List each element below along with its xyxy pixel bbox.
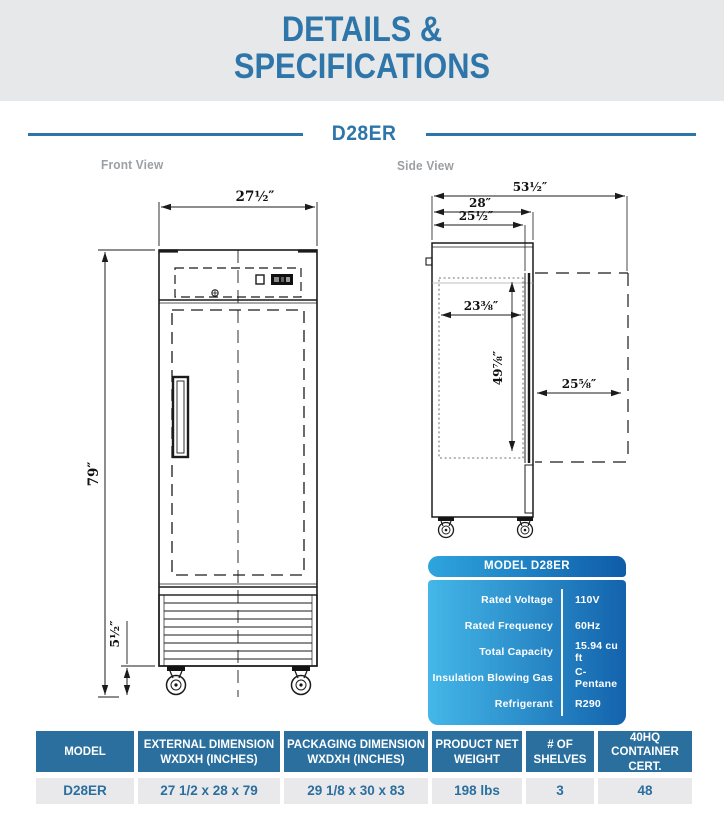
side-view-label: Side View [397, 159, 454, 173]
front-height-dim-label: 79″ [86, 461, 102, 487]
side-body-depth-label: 25½″ [458, 209, 494, 223]
divider-rule-left [28, 133, 303, 136]
power-switch [256, 275, 264, 284]
col-header-packaging-dimension [284, 731, 428, 772]
cell-packaging-dimension: 29 1/8 x 30 x 83 [284, 778, 428, 804]
caster-side-left [438, 517, 454, 538]
spec-value: 60Hz [575, 620, 601, 632]
col-header-text: MODEL [64, 744, 106, 759]
page-title-line2: SPECIFICATIONS [233, 47, 491, 86]
cell-model: D28ER [36, 778, 134, 804]
caster-plate [292, 666, 310, 671]
model-divider [0, 120, 724, 148]
cell-shelves: 3 [526, 778, 594, 804]
door-handle-inner [177, 381, 184, 453]
col-header-model [36, 731, 134, 772]
col-header-shelves [526, 731, 594, 772]
caster-plate [438, 517, 454, 521]
col-header-text: # OF [547, 737, 573, 751]
side-view-drawing [390, 172, 710, 547]
side-extension-lines [432, 196, 627, 271]
caster-plate [167, 666, 185, 671]
spec-card-title: MODEL D28ER [428, 556, 626, 577]
col-header-product-net-weight [432, 731, 522, 772]
spec-value: R290 [575, 698, 601, 710]
summary-table-data-row [36, 778, 696, 804]
col-header-text: WEIGHT [453, 751, 501, 766]
interior-depth-label: 23⅜″ [463, 299, 499, 313]
col-header-text: PRODUCT NET [435, 737, 519, 751]
side-cabinet-outline [432, 243, 533, 517]
interior-height-label: 49⅞″ [491, 350, 505, 386]
open-door-dashed-outline [535, 273, 628, 462]
side-lower-panel [525, 465, 533, 513]
col-header-text: CONTAINER CERT. [611, 744, 679, 773]
side-open-depth-label: 53½″ [512, 180, 548, 194]
model-title: D28ER [332, 122, 397, 145]
spec-row-blowing-gas [428, 665, 626, 691]
spec-label: Insulation Blowing Gas [432, 672, 553, 684]
display-segment [281, 277, 284, 282]
page-title [0, 0, 724, 85]
spec-label: Rated Voltage [481, 594, 553, 606]
spec-value: C-Pentane [575, 666, 618, 690]
display-segment [274, 277, 279, 282]
caster-hub [445, 529, 448, 532]
spec-row-voltage [428, 587, 626, 613]
front-width-extension-lines [159, 202, 317, 246]
caster-hub [299, 683, 302, 686]
spec-row-capacity [428, 639, 626, 665]
front-view-label: Front View [101, 158, 164, 172]
page-title-line1: DETAILS & [281, 10, 443, 49]
hinge-mark [426, 258, 432, 265]
door-open-width-label: 25⅝″ [561, 377, 597, 391]
caster-plate [517, 517, 533, 521]
summary-table [36, 731, 696, 804]
col-header-external-dimension [138, 731, 280, 772]
spec-label: Rated Frequency [464, 620, 553, 632]
spec-label: Total Capacity [479, 646, 553, 658]
front-width-dim-label: 27½″ [235, 189, 275, 205]
front-base-dim-label: 5½″ [107, 620, 122, 648]
cell-container-cert: 48 [598, 778, 692, 804]
front-view-drawing [85, 172, 370, 717]
spec-value: 15.94 cu ft [575, 640, 619, 664]
caster-front-right [292, 666, 311, 695]
caster-hub [174, 683, 177, 686]
spec-row-refrigerant [428, 691, 626, 717]
summary-table-header-row [36, 731, 696, 772]
caster-hub [524, 529, 527, 532]
header-band [0, 0, 724, 101]
side-overall-depth-label: 28″ [468, 196, 492, 210]
col-header-text: EXTERNAL DIMENSION [143, 737, 275, 751]
col-header-text: 40HQ [629, 729, 661, 744]
col-header-text: WXDXH (INCHES) [307, 751, 405, 766]
divider-rule-right [426, 133, 696, 136]
cell-external-dimension: 27 1/2 x 28 x 79 [138, 778, 280, 804]
spec-card-body [428, 580, 626, 725]
col-header-container-cert [598, 731, 692, 772]
spec-value: 110V [575, 594, 600, 606]
col-header-text: SHELVES [533, 751, 587, 766]
col-header-text: PACKAGING DIMENSION [286, 737, 426, 751]
spec-card [428, 556, 626, 725]
display-segment [286, 277, 290, 282]
cell-net-weight: 198 lbs [432, 778, 522, 804]
caster-front-left [167, 666, 186, 695]
col-header-text: WXDXH (INCHES) [160, 751, 258, 766]
spec-row-frequency [428, 613, 626, 639]
spec-card-divider [561, 589, 563, 716]
caster-side-right [517, 517, 533, 538]
door-handle [173, 377, 188, 457]
spec-label: Refrigerant [494, 698, 553, 710]
